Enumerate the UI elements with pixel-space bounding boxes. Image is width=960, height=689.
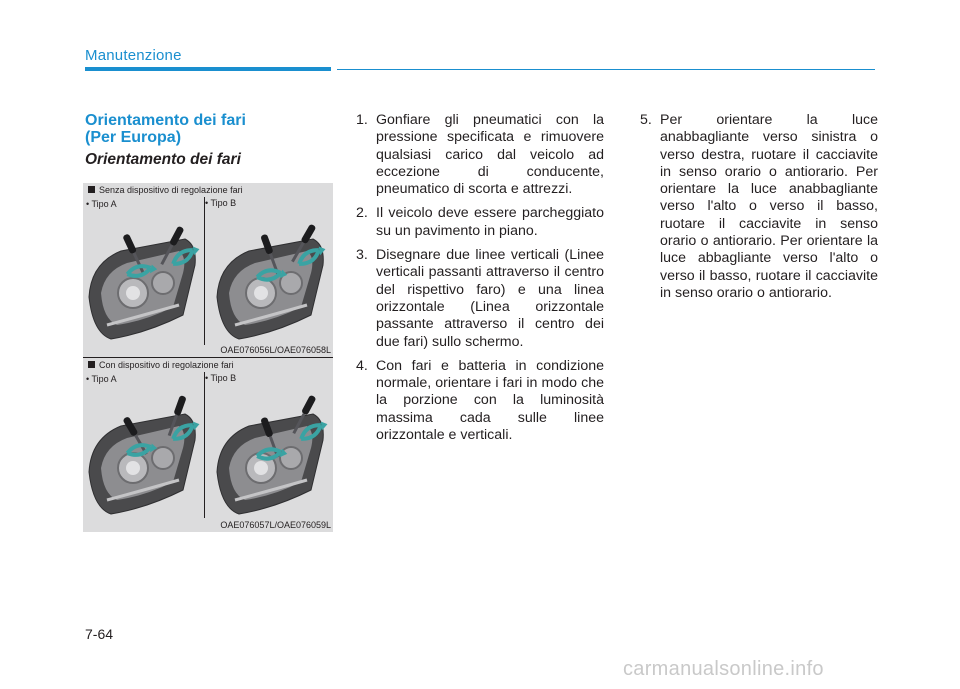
- step-number: 3.: [356, 247, 368, 264]
- figure-caption: [88, 360, 234, 370]
- square-bullet-icon: [88, 186, 95, 193]
- step-item: [356, 247, 604, 351]
- step-item: [356, 205, 604, 240]
- step-number: 2.: [356, 205, 368, 222]
- figure-code: OAE076056L/OAE076058L: [220, 345, 331, 355]
- step-item: [640, 112, 878, 302]
- step-item: [356, 358, 604, 444]
- tipo-a-label: • Tipo A: [86, 374, 117, 384]
- watermark: carmanualsonline.info: [623, 658, 824, 680]
- section-title: [85, 112, 246, 146]
- step-text: Con fari e batteria in condizione normale, orientare i fari in modo che la porzione con la luminosità massima cada sulle linee orizzontale e verticali.: [376, 357, 604, 444]
- step-text: Il veicolo deve essere parcheggiato su un pavimento in piano.: [376, 205, 604, 239]
- tipo-b-label: • Tipo B: [205, 198, 237, 208]
- figure-caption-text: Senza dispositivo di regolazione fari: [99, 185, 243, 195]
- step-text: Gonfiare gli pneumatici con la pressione specificata e rimuovere qualsiasi carico dal veicolo ad eccezione di conducente, pneumatico di scorta e attrezzi.: [376, 112, 604, 198]
- square-bullet-icon: [88, 361, 95, 368]
- section-title-line2: (Per Europa): [85, 129, 182, 146]
- step-number: 1.: [356, 112, 368, 128]
- step-text: Per orientare la luce anabbagliante verso sinistra o verso destra, ruotare il cacciavite in senso orario o antiorario. Per orientare la luce anabbagliante verso l'alto o verso il basso, ruotare il cacciavite in senso orario o antiorario. Per orientare la luce abbagliante verso l'alto o verso il basso, ruotare il cacciavite in senso orario o antiorario.: [660, 112, 878, 301]
- step-number: 4.: [356, 357, 368, 374]
- step-item: [356, 112, 604, 198]
- step-number: 5.: [640, 112, 652, 128]
- figure-without-leveling: [83, 183, 333, 358]
- step-text: Disegnare due linee verticali (Linee verticali passanti attraverso il centro del rispettivo faro) e una linea orizzontale (Linea orizzontale passante attraverso il centro dei due fari) sullo schermo.: [376, 247, 604, 350]
- subsection-title: Orientamento dei fari: [85, 151, 241, 168]
- figure-with-leveling: [83, 358, 333, 532]
- header-rule: [337, 69, 875, 70]
- headlamp-type-a-illustration: [87, 213, 201, 341]
- divider: [204, 197, 205, 345]
- figure-code: OAE076057L/OAE076059L: [220, 520, 331, 530]
- steps-column-right: [640, 112, 878, 309]
- header-accent-bar: [85, 67, 331, 71]
- headlamp-type-b-illustration: [211, 388, 329, 516]
- headlamp-type-b-illustration: [211, 213, 329, 341]
- tipo-b-label: • Tipo B: [205, 373, 237, 383]
- headlamp-type-a-illustration: [87, 388, 201, 516]
- section-title-line1: Orientamento dei fari: [85, 112, 246, 129]
- header-section-title: Manutenzione: [85, 47, 182, 64]
- steps-column-middle: [356, 112, 604, 451]
- figure-caption-text: Con dispositivo di regolazione fari: [99, 360, 234, 370]
- divider: [204, 372, 205, 518]
- figure-caption: [88, 185, 243, 195]
- page-number: 7-64: [85, 626, 114, 642]
- tipo-a-label: • Tipo A: [86, 199, 117, 209]
